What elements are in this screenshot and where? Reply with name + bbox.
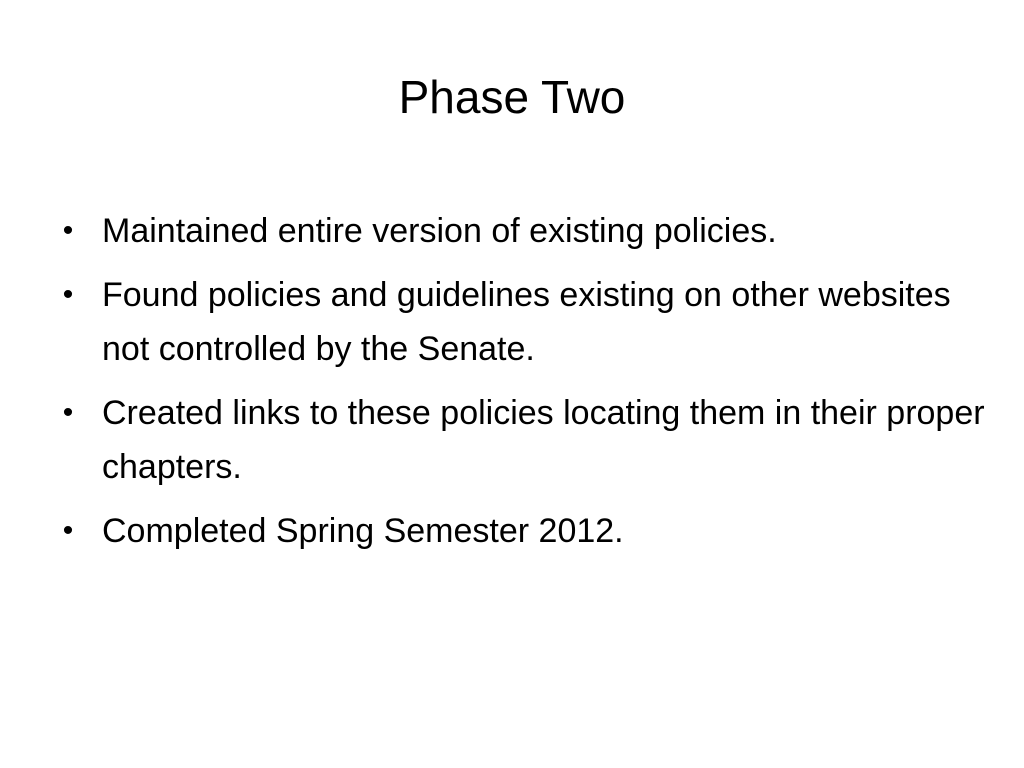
- bullet-text: Maintained entire version of existing policies.: [102, 212, 777, 250]
- bullet-icon: •: [62, 514, 74, 547]
- bullet-text: Created links to these policies locating them in their proper chapters.: [102, 394, 985, 486]
- bullet-icon: •: [62, 214, 74, 247]
- bullet-item: [56, 504, 986, 558]
- bullet-item: [56, 268, 986, 376]
- bullet-icon: •: [62, 278, 74, 311]
- bullet-item: [56, 386, 986, 494]
- bullet-list: [56, 204, 986, 568]
- bullet-text: Completed Spring Semester 2012.: [102, 512, 624, 550]
- bullet-item: [56, 204, 986, 258]
- bullet-text: Found policies and guidelines existing on other websites not controlled by the Senate.: [102, 276, 951, 368]
- bullet-icon: •: [62, 396, 74, 429]
- slide-title: Phase Two: [398, 71, 626, 123]
